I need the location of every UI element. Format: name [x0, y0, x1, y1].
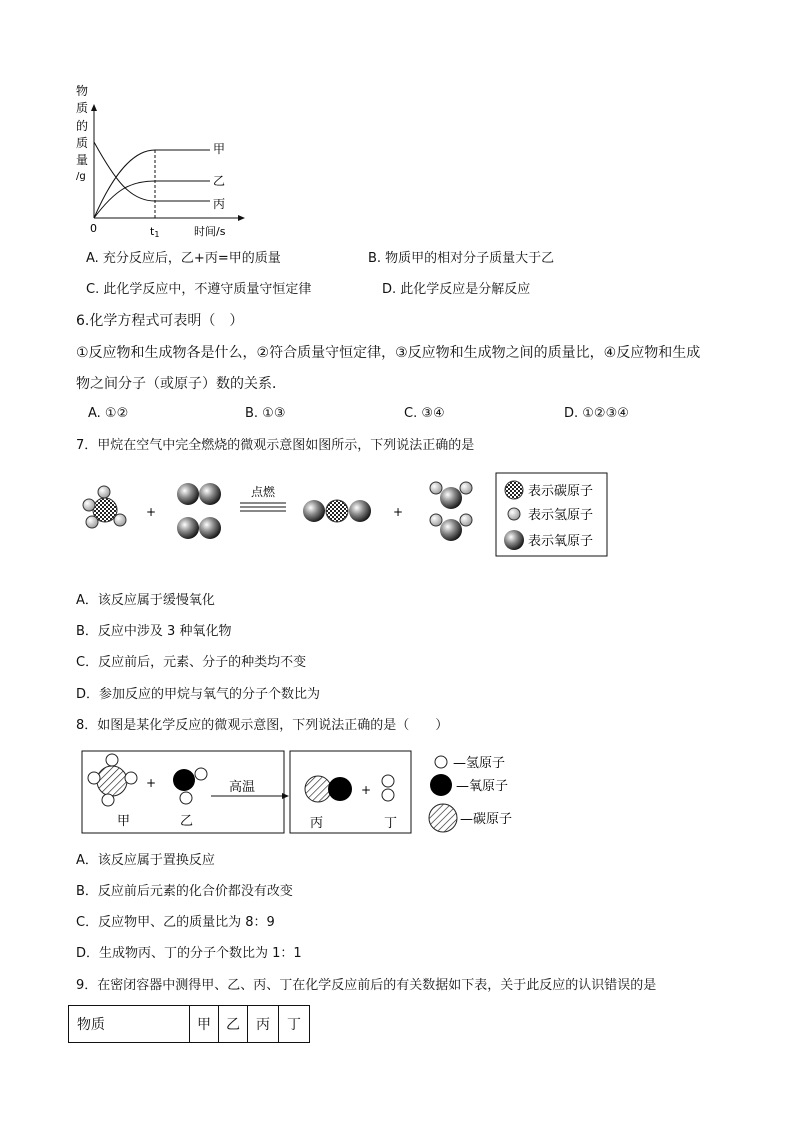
- water-molecules: [430, 482, 472, 541]
- table-row: [69, 1006, 310, 1043]
- q8-option-a[interactable]: A．该反应属于置换反应: [76, 853, 215, 868]
- graph-ylabel-2: 质: [76, 101, 89, 115]
- table-header-bing: 丙: [248, 1006, 279, 1043]
- q8-label-yi: 乙: [180, 814, 194, 829]
- q6-statement-line1: ①反应物和生成物各是什么，②符合质量守恒定律，③反应物和生成物之间的质量比，④反应物和生成: [76, 345, 701, 361]
- q7-stem: 7．甲烷在空气中完全燃烧的微观示意图如图所示，下列说法正确的是: [76, 438, 475, 453]
- q7-legend-carbon: 表示碳原子: [528, 484, 594, 499]
- graph-t1: t1: [150, 225, 160, 239]
- q7-legend-hydrogen: 表示氢原子: [528, 508, 594, 523]
- q5-option-b[interactable]: B. 物质甲的相对分子质量大于乙: [368, 251, 555, 266]
- graph-ylabel-3: 的: [76, 119, 89, 133]
- q6-statement-line2: 物之间分子（或原子）数的关系．: [76, 376, 286, 392]
- q5-option-c[interactable]: C. 此化学反应中，不遵守质量守恒定律: [86, 282, 312, 297]
- curve-label-bing: 丙: [213, 197, 226, 211]
- table-header-ding: 丁: [279, 1006, 310, 1043]
- table-header-substance: 物质: [69, 1006, 190, 1043]
- graph-ylabel-5: 量: [76, 153, 89, 167]
- q8-option-c[interactable]: C．反应物甲、乙的质量比为 8：9: [76, 915, 275, 930]
- q9-stem: 9．在密闭容器中测得甲、乙、丙、丁在化学反应前后的有关数据如下表，关于此反应的认识错误的是: [76, 978, 657, 993]
- q8-option-d[interactable]: D．生成物丙、丁的分子个数比为 1：1: [76, 946, 302, 961]
- mass-time-graph: [70, 80, 270, 240]
- q9-data-table: [68, 1005, 310, 1043]
- graph-origin: 0: [90, 222, 97, 235]
- curve-bing: [94, 142, 210, 201]
- graph-ylabel-6: /g: [76, 171, 86, 182]
- q8-label-ding: 丁: [384, 816, 398, 831]
- q7-option-b[interactable]: B．反应中涉及 3 种氧化物: [76, 624, 232, 639]
- q8-legend-carbon: —碳原子: [460, 812, 513, 827]
- q6-option-d[interactable]: D. ①②③④: [564, 406, 629, 421]
- q8-plus-1: +: [146, 776, 157, 790]
- q7-plus-1: +: [146, 505, 157, 519]
- q8-label-jia: 甲: [117, 814, 131, 829]
- q6-option-a[interactable]: A. ①②: [88, 406, 129, 421]
- q6-option-b[interactable]: B. ①③: [245, 406, 286, 421]
- oxygen-molecules: [177, 483, 221, 539]
- q8-label-bing: 丙: [310, 816, 324, 831]
- q8-condition: 高温: [229, 780, 256, 795]
- q5-option-d[interactable]: D. 此化学反应是分解反应: [382, 282, 531, 297]
- graph-ylabel-1: 物: [76, 84, 89, 98]
- q8-plus-2: +: [361, 783, 372, 797]
- methane-molecule: [83, 486, 126, 528]
- q8-legend-hydrogen: —氢原子: [453, 756, 506, 771]
- q7-option-d[interactable]: D．参加反应的甲烷与氧气的分子个数比为: [76, 687, 321, 702]
- table-header-jia: 甲: [190, 1006, 219, 1043]
- q8-micro-diagram: [78, 745, 528, 839]
- table-header-yi: 乙: [219, 1006, 248, 1043]
- q6-option-c[interactable]: C. ③④: [404, 406, 445, 421]
- q6-stem: 6.化学方程式可表明（ ）: [76, 313, 244, 329]
- curve-label-yi: 乙: [213, 174, 226, 188]
- graph-xlabel: 时间/s: [194, 225, 226, 238]
- q7-plus-2: +: [393, 505, 404, 519]
- q8-option-b[interactable]: B．反应前后元素的化合价都没有改变: [76, 884, 293, 899]
- graph-y-arrow: [91, 104, 97, 111]
- q7-legend-oxygen: 表示氧原子: [528, 534, 594, 549]
- q7-option-a[interactable]: A．该反应属于缓慢氧化: [76, 593, 215, 608]
- curve-jia: [94, 150, 210, 218]
- q7-micro-diagram: [70, 470, 615, 562]
- graph-x-arrow: [238, 215, 245, 221]
- q8-stem: 8．如图是某化学反应的微观示意图，下列说法正确的是（ ）: [76, 718, 449, 733]
- curve-yi: [94, 181, 210, 218]
- graph-ylabel-4: 质: [76, 136, 89, 150]
- carbon-dioxide-molecule: [303, 500, 371, 522]
- q7-condition: 点燃: [251, 485, 276, 499]
- q7-option-c[interactable]: C．反应前后，元素、分子的种类均不变: [76, 655, 307, 670]
- q8-legend-oxygen: —氧原子: [456, 779, 509, 794]
- curve-label-jia: 甲: [213, 142, 226, 156]
- q5-option-a[interactable]: A. 充分反应后，乙+丙=甲的质量: [86, 251, 281, 266]
